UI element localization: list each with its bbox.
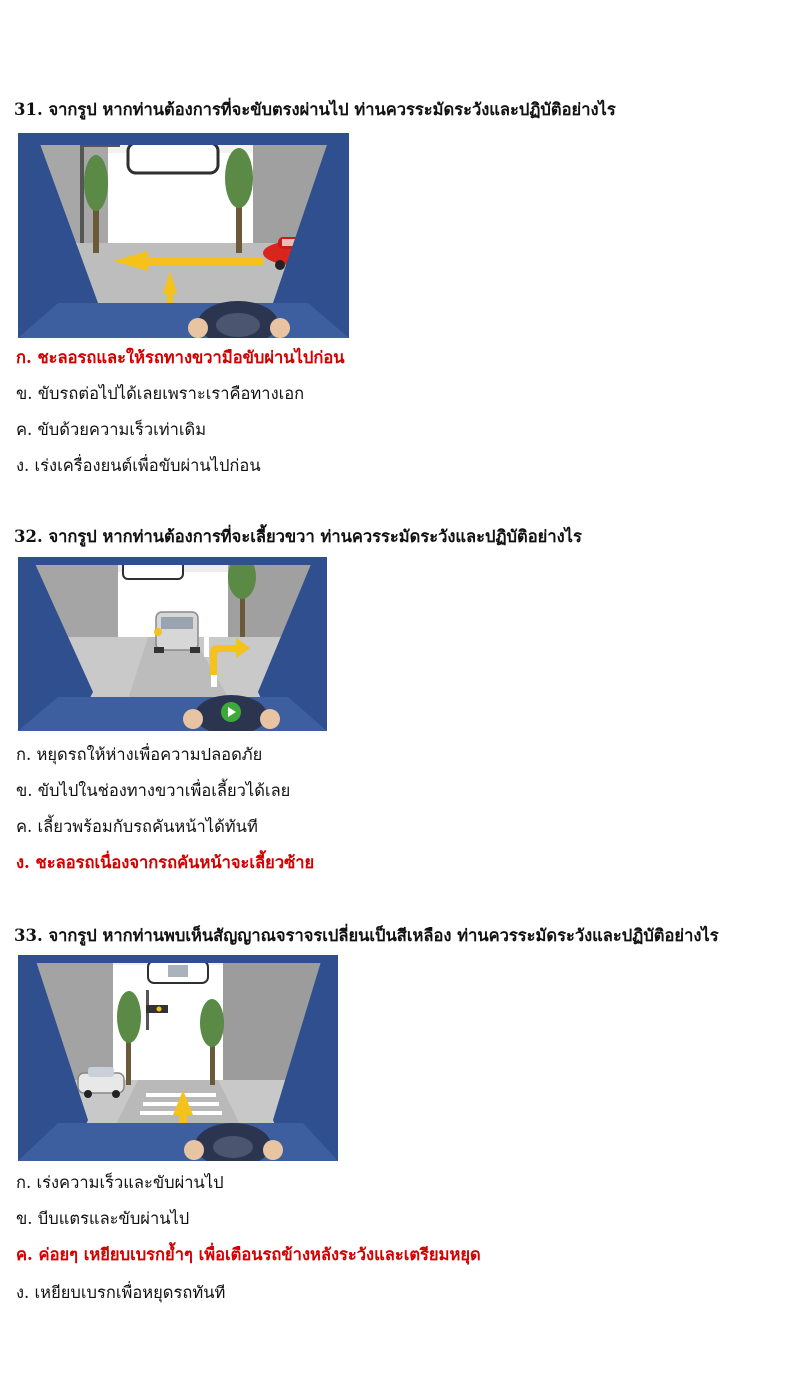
question-32 (14, 527, 794, 547)
question-31 (14, 100, 794, 120)
question-33-option-d[interactable]: ง. เหยียบเบรกเพื่อหยุดรถทันที (16, 1283, 226, 1302)
question-32-illustration (18, 557, 327, 731)
question-31-illustration (18, 133, 349, 338)
question-33-option-a[interactable]: ก. เร่งความเร็วและขับผ่านไป (16, 1173, 224, 1192)
question-33-illustration (18, 955, 338, 1161)
question-31-option-d[interactable]: ง. เร่งเครื่องยนต์เพื่อขับผ่านไปก่อน (16, 456, 261, 475)
question-31-option-b[interactable]: ข. ขับรถต่อไปได้เลยเพราะเราคือทางเอก (16, 384, 305, 403)
question-32-option-c[interactable]: ค. เลี้ยวพร้อมกับรถคันหน้าได้ทันที (16, 817, 258, 836)
question-32-option-b[interactable]: ข. ขับไปในช่องทางขวาเพื่อเลี้ยวได้เลย (16, 781, 291, 800)
question-31-title: 31. จากรูป หากท่านต้องการที่จะขับตรงผ่านไป ท่านควรระมัดระวังและปฏิบัติอย่างไร (14, 100, 616, 119)
question-31-option-a[interactable]: ก. ชะลอรถและให้รถทางขวามือขับผ่านไปก่อน (16, 348, 345, 367)
question-33 (14, 926, 794, 946)
question-32-title: 32. จากรูป หากท่านต้องการที่จะเลี้ยวขวา ท่านควรระมัดระวังและปฏิบัติอย่างไร (14, 527, 582, 546)
question-32-option-d[interactable]: ง. ชะลอรถเนื่องจากรถคันหน้าจะเลี้ยวซ้าย (16, 853, 315, 872)
question-33-option-c[interactable]: ค. ค่อยๆ เหยียบเบรกย้ำๆ เพื่อเตือนรถข้างหลังระวังและเตรียมหยุด (16, 1245, 481, 1264)
question-32-option-a[interactable]: ก. หยุดรถให้ห่างเพื่อความปลอดภัย (16, 745, 263, 764)
question-31-option-c[interactable]: ค. ขับด้วยความเร็วเท่าเดิม (16, 420, 207, 439)
question-33-option-b[interactable]: ข. บีบแตรและขับผ่านไป (16, 1209, 190, 1228)
question-33-title: 33. จากรูป หากท่านพบเห็นสัญญาณจราจรเปลี่ยนเป็นสีเหลือง ท่านควรระมัดระวังและปฏิบัติอย่างไร (14, 926, 719, 945)
